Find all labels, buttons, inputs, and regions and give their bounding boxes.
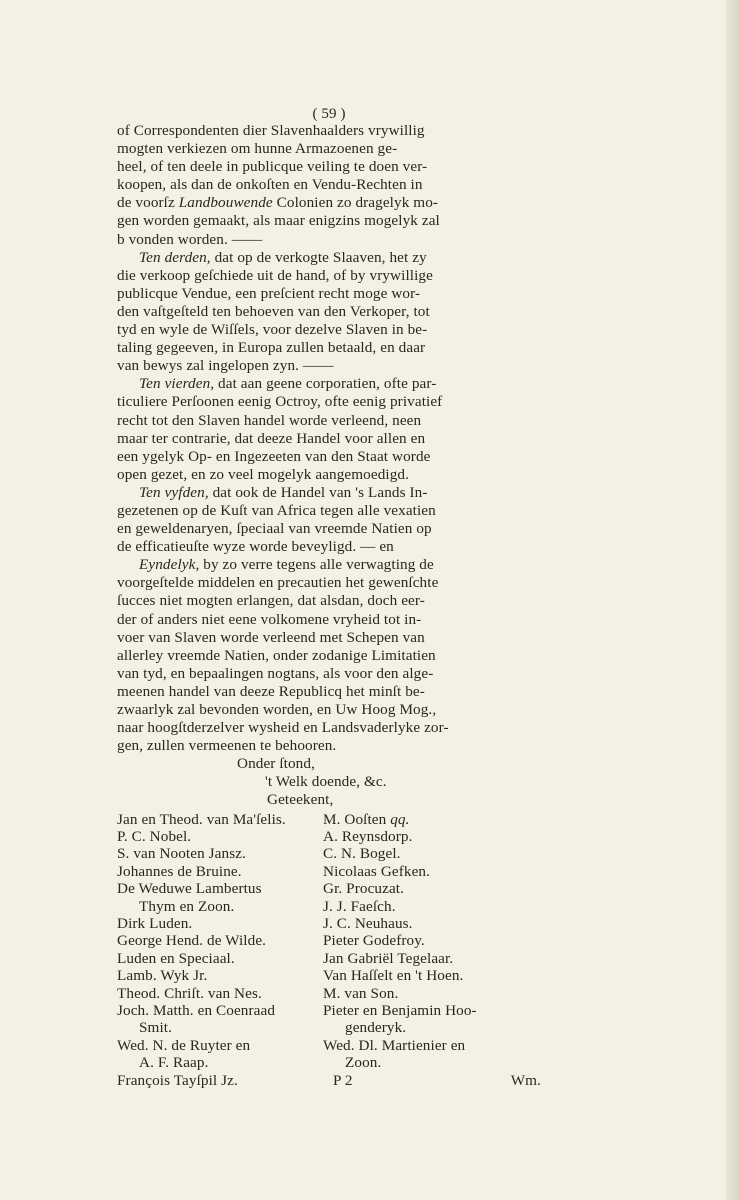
signatory-text: genderyk. [345,1019,407,1037]
signatory-name: George Hend. de Wilde. [117,932,267,950]
text-line: publicque Vendue, een preſcient recht moge wor- [117,284,421,302]
signatory-text: M. Ooſten [323,810,391,828]
text-span: by zo verre tegens alle verwagting de [199,556,434,574]
section-heading-italic: Ten vyfden, [139,483,209,501]
text-line: voer van Slaven worde verleend met Schepen van [117,628,425,646]
text-span: dat aan geene corporatien, ofte par- [214,375,437,393]
text-line: gen, zullen vermeenen te behooren. [117,737,337,755]
signatory-text: Jan Gabriël Tegelaar. [323,949,454,967]
section-heading-italic: Eyndelyk, [139,556,200,574]
text-line: heel, of ten deele in publicque veiling te doen ver- [117,158,428,176]
text-line: van tyd, en bepaalingen nogtans, als voor den alge- [117,664,434,682]
text-line: den vaſtgeſteld ten behoeven van den Verkoper, tot [117,302,430,320]
signatory-text: Wed. Dl. Martienier en [323,1036,466,1054]
text-line: die verkoop geſchiede uit de hand, of by vrywillige [117,266,433,284]
signatory-name [323,1019,541,1036]
signatory-text: J. C. Neuhaus. [323,915,413,932]
signatory-name [323,828,541,845]
signatory-name: Joch. Matth. en Coenraad [117,1002,276,1020]
signatory-name [323,845,541,862]
signatory-text: Gr. Procuzat. [323,880,405,898]
page-number: ( 59 ) [312,106,346,122]
section-heading-italic: Ten derden, [139,248,211,266]
signatory-name: Jan en Theod. van Ma'ſelis. [117,810,286,828]
signatories-left-column [117,811,323,1090]
italic-term: Landbouwende [178,194,273,212]
signatory-name: François Tayſpil Jz. [117,1071,238,1089]
t-welk-doende: 't Welk doende, &c. [265,773,387,791]
signatory-text: Zoon. [345,1054,382,1072]
text-line: koopen, als dan de onkoſten en Vendu-Rechten in [117,176,423,194]
text-line: naar hoogſtderzelver wysheid en Landsvaderlyke zor- [117,719,449,737]
signatory-name: A. F. Raap. [139,1054,209,1072]
text-line [117,249,541,267]
paragraph-eyndelyk [117,556,541,755]
signatory-name [323,880,541,897]
signatories-right-column [323,811,541,1090]
signatory-name: Thym en Zoon. [139,897,235,915]
signatory-text: Pieter en Benjamin Hoo- [323,1002,477,1020]
text-line: meenen handel van deeze Republicq het minſt be- [117,682,425,700]
text-line: en geweldenaryen, ſpeciaal van vreemde Natien op [117,520,432,538]
signatory-name [323,950,541,967]
text-line: ſucces niet mogten erlangen, dat alsdan, doch eer- [117,592,425,610]
signatory-text: J. J. Faeſch. [323,897,396,915]
text-line: gen worden gemaakt, als maar enigzins mogelyk zal [117,212,440,230]
signatory-name [323,898,541,915]
text-span: de voorſz [117,194,179,212]
text-line: allerley vreemde Natien, onder zodanige Limitatien [117,646,436,664]
text-line: b vonden worden. —— [117,230,263,248]
signatory-name: P. C. Nobel. [117,827,192,845]
signatory-text: Nicolaas Gefken. [323,862,431,880]
paragraph-ten-vierden [117,375,541,484]
signatory-name [323,967,541,984]
text-line: tyd en wyle de Wiſſels, voor dezelve Slaven in be- [117,321,428,339]
paragraph-ten-derden [117,249,541,376]
signatory-name [323,1002,541,1019]
text-line: zwaarlyk zal bevonden worden, en Uw Hoog Mog., [117,701,437,718]
text-span: dat op de verkogte Slaaven, het zy [210,248,427,266]
text-line: mogten verkiezen om hunne Armazoenen ge- [117,140,398,158]
signatory-text: C. N. Bogel. [323,845,401,863]
text-line: maar ter contrarie, dat deeze Handel voor allen en [117,429,426,447]
signatory-name: Johannes de Bruine. [117,862,242,880]
text-line: of Correspondenten dier Slavenhaalders vrywillig [117,122,425,139]
signatory-name: S. van Nooten Jansz. [117,845,246,863]
signature-mark: P 2 [333,1071,353,1089]
signatory-name: Theod. Chriſt. van Nes. [117,984,262,1002]
text-span: dat ook de Handel van 's Lands In- [208,483,428,501]
text-line: recht tot den Slaven handel worde verleend, neen [117,411,422,429]
signatory-name [323,1037,541,1054]
text-line: ticuliere Perſoonen eenig Octroy, ofte eenig privatief [117,393,443,411]
page-footer-marks [323,1072,541,1089]
signatory-name: Smit. [139,1019,172,1037]
signatories-list [117,811,541,1090]
signatory-name: Wed. N. de Ruyter en [117,1036,251,1054]
signatory-name [323,1054,541,1071]
signatory-text: A. Reynsdorp. [323,827,413,845]
geteekent: Geteekent, [267,791,334,809]
text-line: taling gegeeven, in Europa zullen betaald, en daar [117,339,426,357]
text-line: gezetenen op de Kuſt van Africa tegen alle vexatien [117,501,436,519]
onder-stond: Onder ſtond, [237,755,315,773]
section-heading-italic: Ten vierden, [139,375,215,393]
text-line: een ygelyk Op- en Ingezeeten van den Staat worde [117,447,431,465]
signatory-text: Van Haſſelt en 't Hoen. [323,967,464,985]
text-line: van bewys zal ingelopen zyn. —— [117,357,334,375]
paragraph-1 [117,122,541,249]
signatory-text: Pieter Godefroy. [323,932,425,950]
signatory-italic: qq. [390,810,410,828]
text-line [117,375,541,393]
text-line [117,194,541,212]
text-line: de efficatieuſte wyze worde beveyligd. — en [117,538,394,556]
signatory-name [323,863,541,880]
text-line: open gezet, en zo veel mogelyk aangemoedigd. [117,465,410,483]
signatory-name [323,932,541,949]
signatory-name: De Weduwe Lambertus [117,880,262,898]
text-line: der of anders niet eene volkomene vryheid tot in- [117,610,422,628]
catchword: Wm. [510,1071,541,1089]
text-line [117,556,541,574]
page-binding-edge [726,0,740,1200]
signatory-name [323,811,541,828]
text-line: voorgeſtelde middelen en precautien het gewenſchte [117,574,439,592]
paragraph-ten-vyfden [117,484,541,556]
page-text-block [117,106,541,1089]
text-line [117,484,541,502]
signatory-name: Dirk Luden. [117,915,193,932]
text-span: Colonien zo dragelyk mo- [272,194,439,212]
signatory-name [323,915,541,932]
signatory-name [323,985,541,1002]
signatory-name: Lamb. Wyk Jr. [117,967,208,985]
signatory-name: Luden en Speciaal. [117,949,235,967]
signatory-text: M. van Son. [323,984,399,1002]
